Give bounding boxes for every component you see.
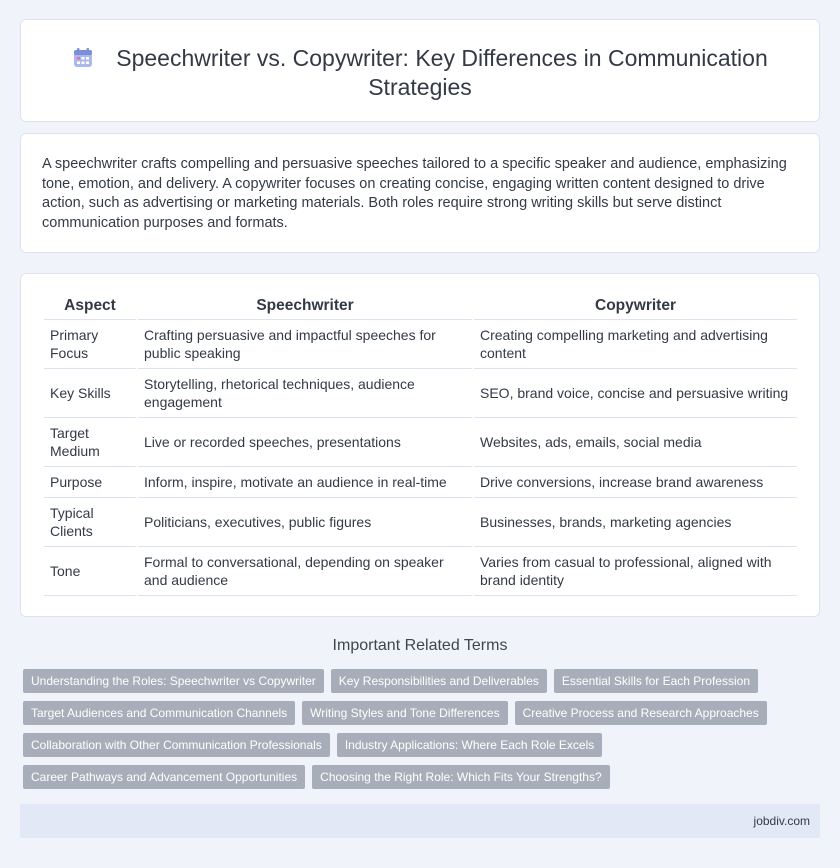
related-terms-list xyxy=(23,669,803,797)
table-row xyxy=(44,498,797,547)
related-term-tag[interactable]: Essential Skills for Each Profession xyxy=(554,669,758,693)
aspect-cell: Purpose xyxy=(44,467,136,498)
copywriter-cell: Varies from casual to professional, aligned with brand identity xyxy=(474,547,797,596)
comparison-card xyxy=(20,273,820,617)
related-term-tag[interactable]: Industry Applications: Where Each Role Excels xyxy=(337,733,602,757)
speechwriter-cell: Formal to conversational, depending on speaker and audience xyxy=(138,547,472,596)
aspect-cell: Primary Focus xyxy=(44,320,136,369)
related-term-tag[interactable]: Key Responsibilities and Deliverables xyxy=(331,669,547,693)
aspect-cell: Key Skills xyxy=(44,369,136,418)
header-aspect: Aspect xyxy=(44,293,136,320)
table-row xyxy=(44,369,797,418)
related-term-tag[interactable]: Writing Styles and Tone Differences xyxy=(302,701,507,725)
related-term-tag[interactable]: Collaboration with Other Communication Professionals xyxy=(23,733,330,757)
related-term-tag[interactable]: Creative Process and Research Approaches xyxy=(515,701,767,725)
related-term-tag[interactable]: Target Audiences and Communication Channels xyxy=(23,701,295,725)
copywriter-cell: Businesses, brands, marketing agencies xyxy=(474,498,797,547)
related-term-tag[interactable]: Understanding the Roles: Speechwriter vs Copywriter xyxy=(23,669,324,693)
table-row xyxy=(44,320,797,369)
copywriter-cell: Websites, ads, emails, social media xyxy=(474,418,797,467)
speechwriter-cell: Inform, inspire, motivate an audience in real-time xyxy=(138,467,472,498)
table-row xyxy=(44,547,797,596)
footer xyxy=(20,804,820,838)
calendar-icon xyxy=(72,47,94,69)
title-card xyxy=(20,19,820,122)
copywriter-cell: SEO, brand voice, concise and persuasive writing xyxy=(474,369,797,418)
intro-paragraph: A speechwriter crafts compelling and persuasive speeches tailored to a specific speaker and audience, emphasizing tone, emotion, and delivery. A copywriter focuses on creating concise, engaging written content designed to drive action, such as advertising or marketing materials. Both roles require strong writing skills but serve distinct communication purposes and formats. xyxy=(42,156,787,231)
table-row xyxy=(44,418,797,467)
aspect-cell: Tone xyxy=(44,547,136,596)
footer-site-link[interactable]: jobdiv.com xyxy=(753,814,810,828)
related-term-tag[interactable]: Choosing the Right Role: Which Fits Your Strengths? xyxy=(312,765,609,789)
speechwriter-cell: Live or recorded speeches, presentations xyxy=(138,418,472,467)
table-row xyxy=(44,467,797,498)
speechwriter-cell: Storytelling, rhetorical techniques, audience engagement xyxy=(138,369,472,418)
speechwriter-cell: Politicians, executives, public figures xyxy=(138,498,472,547)
comparison-table xyxy=(42,293,799,596)
intro-card xyxy=(20,133,820,253)
related-terms-heading: Important Related Terms xyxy=(332,637,508,654)
related-term-tag[interactable]: Career Pathways and Advancement Opportunities xyxy=(23,765,305,789)
header-copywriter: Copywriter xyxy=(474,293,797,320)
speechwriter-cell: Crafting persuasive and impactful speeches for public speaking xyxy=(138,320,472,369)
table-header-row xyxy=(44,293,797,320)
copywriter-cell: Creating compelling marketing and advertising content xyxy=(474,320,797,369)
copywriter-cell: Drive conversions, increase brand awareness xyxy=(474,467,797,498)
aspect-cell: Target Medium xyxy=(44,418,136,467)
header-speechwriter: Speechwriter xyxy=(138,293,472,320)
aspect-cell: Typical Clients xyxy=(44,498,136,547)
page-title: Speechwriter vs. Copywriter: Key Differences in Communication Strategies xyxy=(116,45,768,100)
